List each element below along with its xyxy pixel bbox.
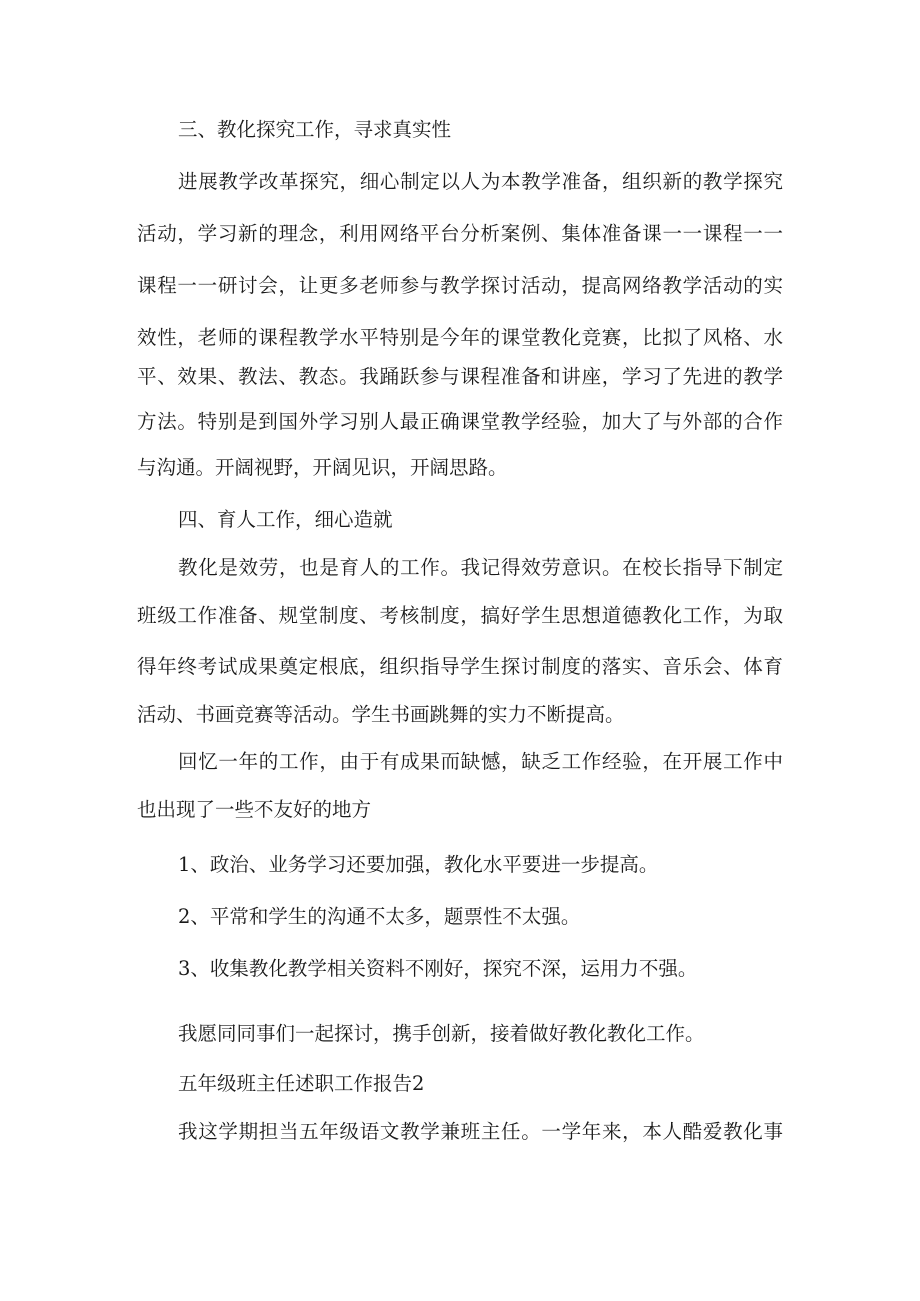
section4-para-line-4: 活动、书画竞赛等活动。学生书画跳舞的实力不断提高。 (137, 703, 625, 726)
section4-para-line-1: 教化是效劳，也是育人的工作。我记得效劳意识。在校长指导下制定 (178, 556, 783, 579)
section3-heading: 三、教化探究工作，寻求真实性 (178, 118, 452, 141)
review-line-2: 也出现了一些不友好的地方 (137, 798, 372, 821)
list-item-1: 1、政治、业务学习还要加强，教化水平要进一步提高。 (178, 853, 659, 876)
section4-para-line-3: 得年终考试成果奠定根底，组织指导学生探讨制度的落实、音乐会、体育 (137, 655, 783, 678)
section3-para-line-3: 课程一一研讨会，让更多老师参与教学探讨活动，提高网络教学活动的实 (137, 274, 783, 297)
section3-para-line-7: 与沟通。开阔视野，开阔见识，开阔思路。 (137, 456, 508, 479)
section4-para-line-2: 班级工作准备、规堂制度、考核制度，搞好学生思想道德教化工作，为取 (137, 604, 783, 627)
list-item-2: 2、平常和学生的沟通不太多，题票性不太强。 (178, 905, 581, 928)
list-item-3: 3、收集教化教学相关资料不刚好，探究不深，运用力不强。 (178, 957, 698, 980)
section3-para-line-1: 进展教学改革探究，细心制定以人为本教学准备，组织新的教学探究 (178, 170, 783, 193)
closing-line: 我愿同同事们一起探讨，携手创新，接着做好教化教化工作。 (178, 1022, 705, 1045)
section4-heading: 四、育人工作，细心造就 (178, 508, 393, 531)
report2-first-line: 我这学期担当五年级语文教学兼班主任。一学年来，本人酷爱教化事 (178, 1120, 783, 1143)
section3-para-line-5: 平、效果、教法、教态。我踊跃参与课程准备和讲座，学习了先进的教学 (137, 365, 783, 388)
section3-para-line-2: 活动，学习新的理念，利用网络平台分析案例、集体准备课一一课程一一 (137, 222, 783, 245)
section3-para-line-6: 方法。特别是到国外学习别人最正确课堂教学经验，加大了与外部的合作 (137, 410, 783, 433)
report2-title: 五年级班主任述职工作报告2 (178, 1072, 425, 1095)
section3-para-line-4: 效性，老师的课程教学水平特别是今年的课堂教化竞赛，比拟了风格、水 (137, 326, 783, 349)
review-line-1: 回忆一年的工作，由于有成果而缺憾，缺乏工作经验，在开展工作中 (178, 750, 783, 773)
